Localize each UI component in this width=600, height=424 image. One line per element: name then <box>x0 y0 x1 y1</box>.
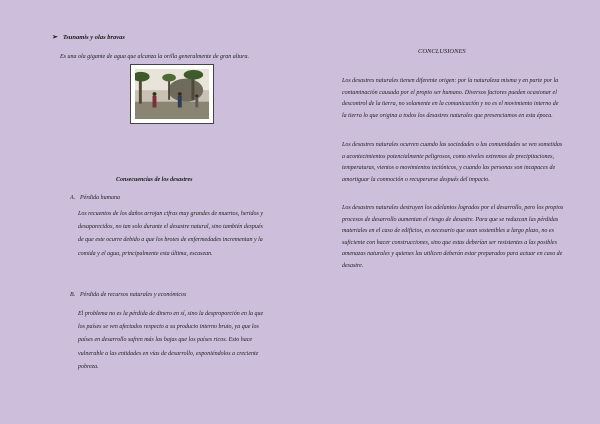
conclusions-title: CONCLUSIONES <box>418 48 466 55</box>
conclusion-paragraph: Los desastres naturales ocurren cuando las sociedades o las comunidades se ven sometidas a acontecimientos potencialmente peligrosos, como niveles extremos de precipitaciones, temperaturas, vientos o movimientos tectónicos, y cuando las personas son incapaces de amortiguar la conmoción o recuperarse después del impacto. <box>342 142 563 183</box>
photo-image-icon <box>135 69 209 119</box>
item-heading-label: Pérdida de recursos naturales y económicos <box>80 292 187 298</box>
item-heading <box>70 292 186 298</box>
conclusion-paragraph: Los desastres naturales tienen diferente origen: por la naturaleza misma y en parte por la contaminación causada por el propio ser humano. Diversos factores pueden ocasionar el descontrol de la tierra, no solamente en la comunicación y no es el movimiento interno de la tierra lo que origina a todos los desastres naturales que presenciamos en esta época. <box>342 78 559 119</box>
item-body: El problema no es la pérdida de dinero en sí, sino la desproporción en la que los países se ven afectados respecto a su producto interno bruto, ya que los países en desarrollo sufren más las bajas que los países ricos. Esto hace vulnerable a las entidades en vías de desarrollo, exponiéndolos a creciente pobreza. <box>78 311 264 370</box>
arrow-bullet-icon: ➢ <box>52 33 58 41</box>
item-body: Los recuentos de los daños arrojan cifras muy grandes de muertos, heridos y desaparecidos, no tan solo durante el desastre natural, sino también después de que este ocurre debido a que los brotes de enfermedades incrementan y la comida y el agua, principalmente esta última, escasean. <box>78 211 264 257</box>
item-marker: B. <box>70 292 76 298</box>
tsunami-description: Es una ola gigante de agua que alcanza la orilla generalmente de gran altura. <box>60 54 249 60</box>
section-title: Consecuencias de los desastres <box>116 177 193 183</box>
conclusion-paragraph: Los desastres naturales destruyen los adelantos logrados por el desarrollo, pero los propios procesos de desarrollo aumentan el riesgo de desastre. Para que se reduzcan las pérdidas materiales en el caso de edificios, es necesario que sean sostenibles a largo plazo, no es suficiente con hacer construcciones, sino que estas deberían ser resistentes a las posibles amenazas naturales y quienes las utilicen deberán estar preparados para actuar en caso de desastre. <box>342 205 564 269</box>
item-marker: A. <box>70 195 76 201</box>
item-heading-label: Pérdida humana <box>80 195 120 201</box>
tsunami-photo <box>130 64 214 124</box>
tsunami-heading-label: Tsunamis y olas bravas <box>62 33 125 41</box>
tsunami-heading <box>52 33 125 41</box>
item-heading <box>70 195 120 201</box>
